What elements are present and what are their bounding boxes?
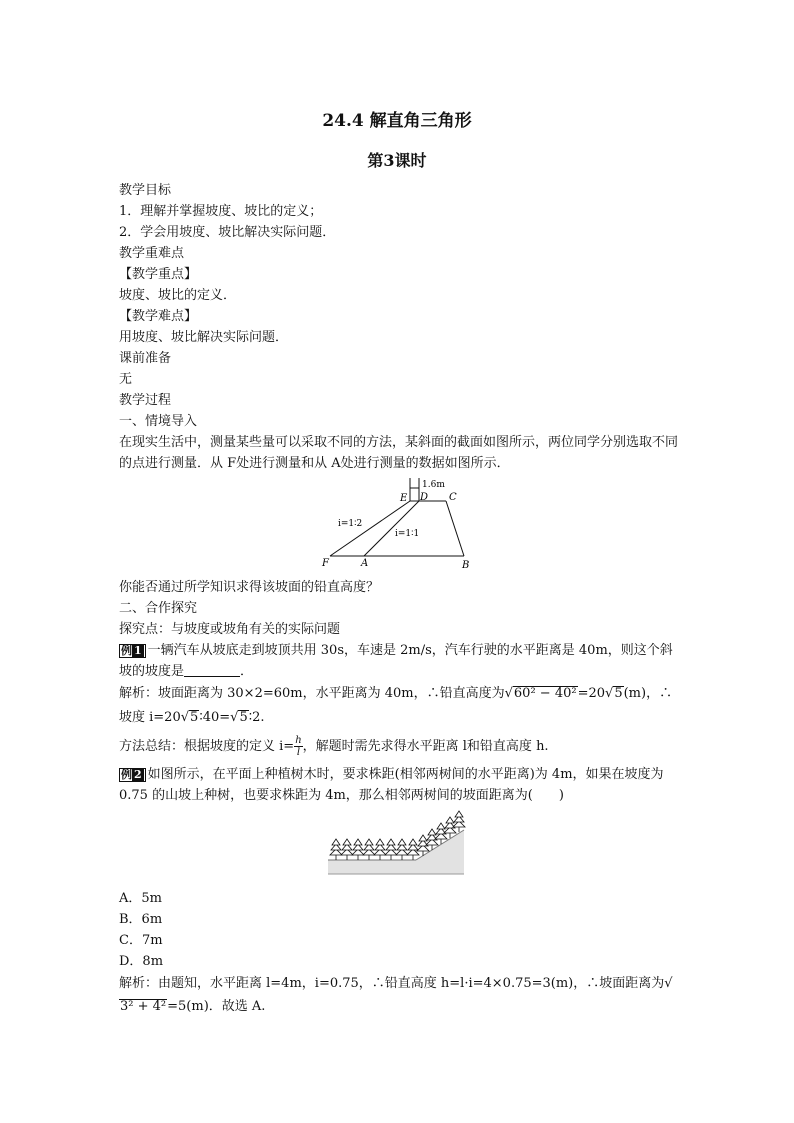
keypoints-label: 教学重难点 [119, 246, 185, 261]
example2-solution: 解析：由题知，水平距离 l=4m，i=0.75，∴铅直高度 h=l·i=4×0.75=3(m)，∴坡面距离为√3² + 4²=5(m)．故选 A. [119, 976, 673, 1014]
example-badge: 例 1 [119, 644, 146, 658]
upper-body [119, 180, 679, 474]
prep-text: 无 [119, 372, 133, 387]
question-text: 你能否通过所学知识求得该坡面的铅直高度？ [119, 580, 380, 595]
example1-solution: 解析：坡面距离为 30×2=60m，水平距离为 40m，∴铅直高度为√60² − 40²=20√5(m)，∴ 坡度 i=20√5∶40=√5∶2. [119, 686, 673, 725]
answer-blank [184, 662, 240, 677]
objectives-label: 教学目标 [119, 183, 172, 198]
objective-item: 1．理解并掌握坡度、坡比的定义； [119, 204, 323, 219]
example2-question: 例 2 如图所示，在平面上种植树木时，要求株距(相邻两树间的水平距离)为 4m，如果在坡度为 0.75 的山坡上种树，也要求株距为 4m，那么相邻两树间的坡面距离为( ) [119, 767, 664, 803]
example1-question: 例 1 一辆汽车从坡底走到坡顶共用 30s，车速是 2m/s，汽车行驶的水平距离是 40m，则这个斜坡的坡度是 ． [119, 643, 673, 679]
option-b: B．6m [119, 912, 163, 927]
slope-fraction: $\frac{h}{l}$ [295, 735, 302, 758]
example-badge: 例 2 [119, 768, 146, 782]
point-label: F [322, 558, 329, 569]
intro-paragraph: 在现实生活中，测量某些量可以采取不同的方法，某斜面的截面如图所示，两位同学分别选取不同的点进行测量．从 F处进行测量和从 A处进行测量的数据如图所示． [119, 435, 679, 471]
difficult-text: 用坡度、坡比解决实际问题． [119, 330, 289, 345]
prep-label: 课前准备 [119, 351, 172, 366]
objective-item: 2．学会用坡度、坡比解决实际问题． [119, 225, 336, 240]
key-label: 【教学重点】 [119, 267, 198, 282]
point-label: B [462, 560, 470, 570]
method-summary: 方法总结：根据坡度的定义 i= $\frac{h}{l}$ ，解题时需先求得水平距离 l和铅直高度 h. [119, 735, 549, 758]
section-heading: 一、情境导入 [119, 414, 198, 429]
option-d: D．8m [119, 954, 164, 969]
trees-on-slope-figure [324, 808, 468, 876]
point-label: D [420, 492, 429, 503]
difficult-label: 【教学难点】 [119, 309, 198, 324]
option-c: C．7m [119, 933, 163, 948]
lower-body [119, 888, 679, 1018]
section-heading: 二、合作探究 [119, 601, 198, 616]
point-label: A [361, 558, 369, 569]
key-text: 坡度、坡比的定义． [119, 288, 237, 303]
page-subtitle: 第3课时 [367, 151, 427, 170]
explore-point: 探究点：与坡度或坡角有关的实际问题 [119, 622, 341, 637]
middle-body [119, 577, 679, 806]
option-a: A．5m [119, 891, 162, 906]
process-label: 教学过程 [119, 393, 172, 408]
slope-cross-section-figure [316, 474, 480, 570]
page-title: 24.4 解直角三角形 [322, 111, 472, 131]
dim-label: 1.6m [422, 480, 445, 490]
slope-label: i=1∶2 [338, 519, 363, 529]
point-label: E [400, 493, 408, 504]
slope-label: i=1∶1 [395, 529, 420, 539]
point-label: C [449, 492, 457, 503]
